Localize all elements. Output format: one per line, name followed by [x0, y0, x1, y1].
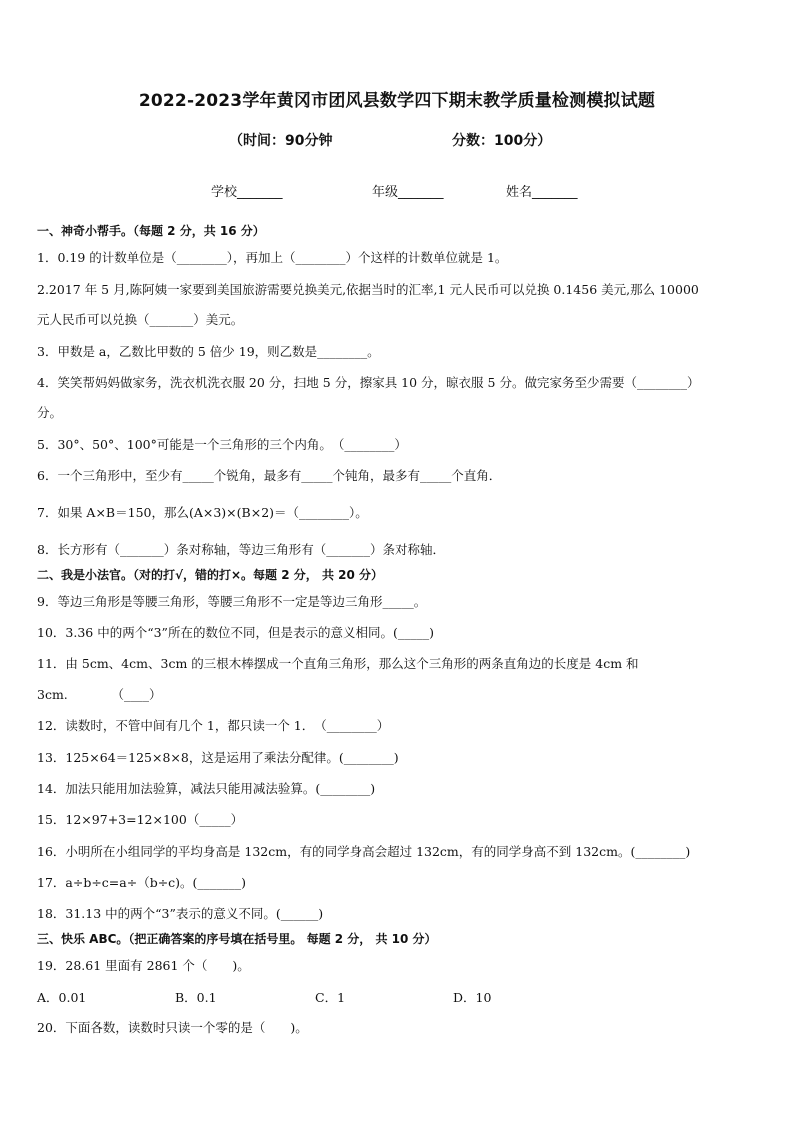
- question-4-line-1: 4．笑笑帮妈妈做家务，洗衣机洗衣服 20 分，扫地 5 分，擦家具 10 分，晾衣服 5 分。做完家务至少需要（________）: [37, 375, 700, 390]
- question-7: 7．如果 A×B＝150，那么(A×3)×(B×2)＝（________）。: [37, 505, 368, 520]
- question-1: 1．0.19 的计数单位是（________），再加上（________）个这样的计数单位就是 1。: [37, 250, 508, 265]
- question-15: 15．12×97+3=12×100（_____）: [37, 812, 244, 827]
- question-5: 5．30°、50°、100°可能是一个三角形的三个内角。 （________）: [37, 437, 407, 452]
- question-17: 17．a÷b÷c=a÷（b÷c)。(_______): [37, 875, 247, 890]
- question-11-line-1: 11．由 5cm、4cm、3cm 的三根木棒摆成一个直角三角形，那么这个三角形的两条直角边的长度是 4cm 和: [37, 656, 639, 671]
- name-field: 姓名_______: [506, 185, 578, 200]
- time-label: （时间：90分钟: [229, 133, 333, 149]
- section-1-heading: 一、神奇小帮手。（每题 2 分，共 16 分）: [37, 224, 265, 238]
- option-d: D．10: [453, 990, 492, 1005]
- question-10: 10．3.36 中的两个“3”所在的数位不同，但是表示的意义相同。(_____): [37, 625, 434, 640]
- question-11-line-2: 3cm. （____）: [37, 687, 162, 702]
- score-label: 分数：100分）: [452, 133, 552, 149]
- question-13: 13．125×64＝125×8×8，这是运用了乘法分配律。(________): [37, 750, 399, 765]
- question-12: 12．读数时，不管中间有几个 1，都只读一个 1． （________）: [37, 718, 390, 733]
- question-16: 16．小明所在小组同学的平均身高是 132cm，有的同学身高会超过 132cm，有的同学身高不到 132cm。(________): [37, 844, 691, 859]
- question-4-line-2: 分。: [37, 405, 63, 420]
- grade-field: 年级_______: [372, 185, 444, 200]
- question-6: 6．一个三角形中，至少有_____个锐角，最多有_____个钝角，最多有_____个直角．: [37, 468, 502, 483]
- question-3: 3．甲数是 a，乙数比甲数的 5 倍少 19，则乙数是________。: [37, 344, 380, 359]
- question-20: 20．下面各数，读数时只读一个零的是（ )。: [37, 1020, 308, 1035]
- question-18: 18．31.13 中的两个“3”表示的意义不同。(______): [37, 906, 324, 921]
- school-field: 学校_______: [211, 185, 283, 200]
- option-a: A．0.01: [37, 990, 87, 1005]
- option-b: B．0.1: [175, 990, 217, 1005]
- section-2-heading: 二、我是小法官。（对的打√，错的打×。每题 2 分， 共 20 分）: [37, 568, 383, 582]
- question-2-line-1: 2.2017 年 5 月,陈阿姨一家要到美国旅游需要兑换美元,依据当时的汇率,1 元人民币可以兑换 0.1456 美元,那么 10000: [37, 282, 699, 297]
- section-3-heading: 三、快乐 ABC。（把正确答案的序号填在括号里。 每题 2 分， 共 10 分）: [37, 932, 437, 946]
- question-14: 14．加法只能用加法验算，减法只能用减法验算。(________): [37, 781, 376, 796]
- exam-title: 2022-2023学年黄冈市团风县数学四下期末教学质量检测模拟试题: [138, 91, 656, 111]
- question-8: 8．长方形有（_______）条对称轴，等边三角形有（_______）条对称轴．: [37, 542, 445, 557]
- question-2-line-2: 元人民币可以兑换（_______）美元。: [37, 312, 244, 327]
- question-19: 19．28.61 里面有 2861 个（ )。: [37, 958, 250, 973]
- option-c: C．1: [315, 990, 346, 1005]
- question-9: 9．等边三角形是等腰三角形，等腰三角形不一定是等边三角形_____。: [37, 594, 427, 609]
